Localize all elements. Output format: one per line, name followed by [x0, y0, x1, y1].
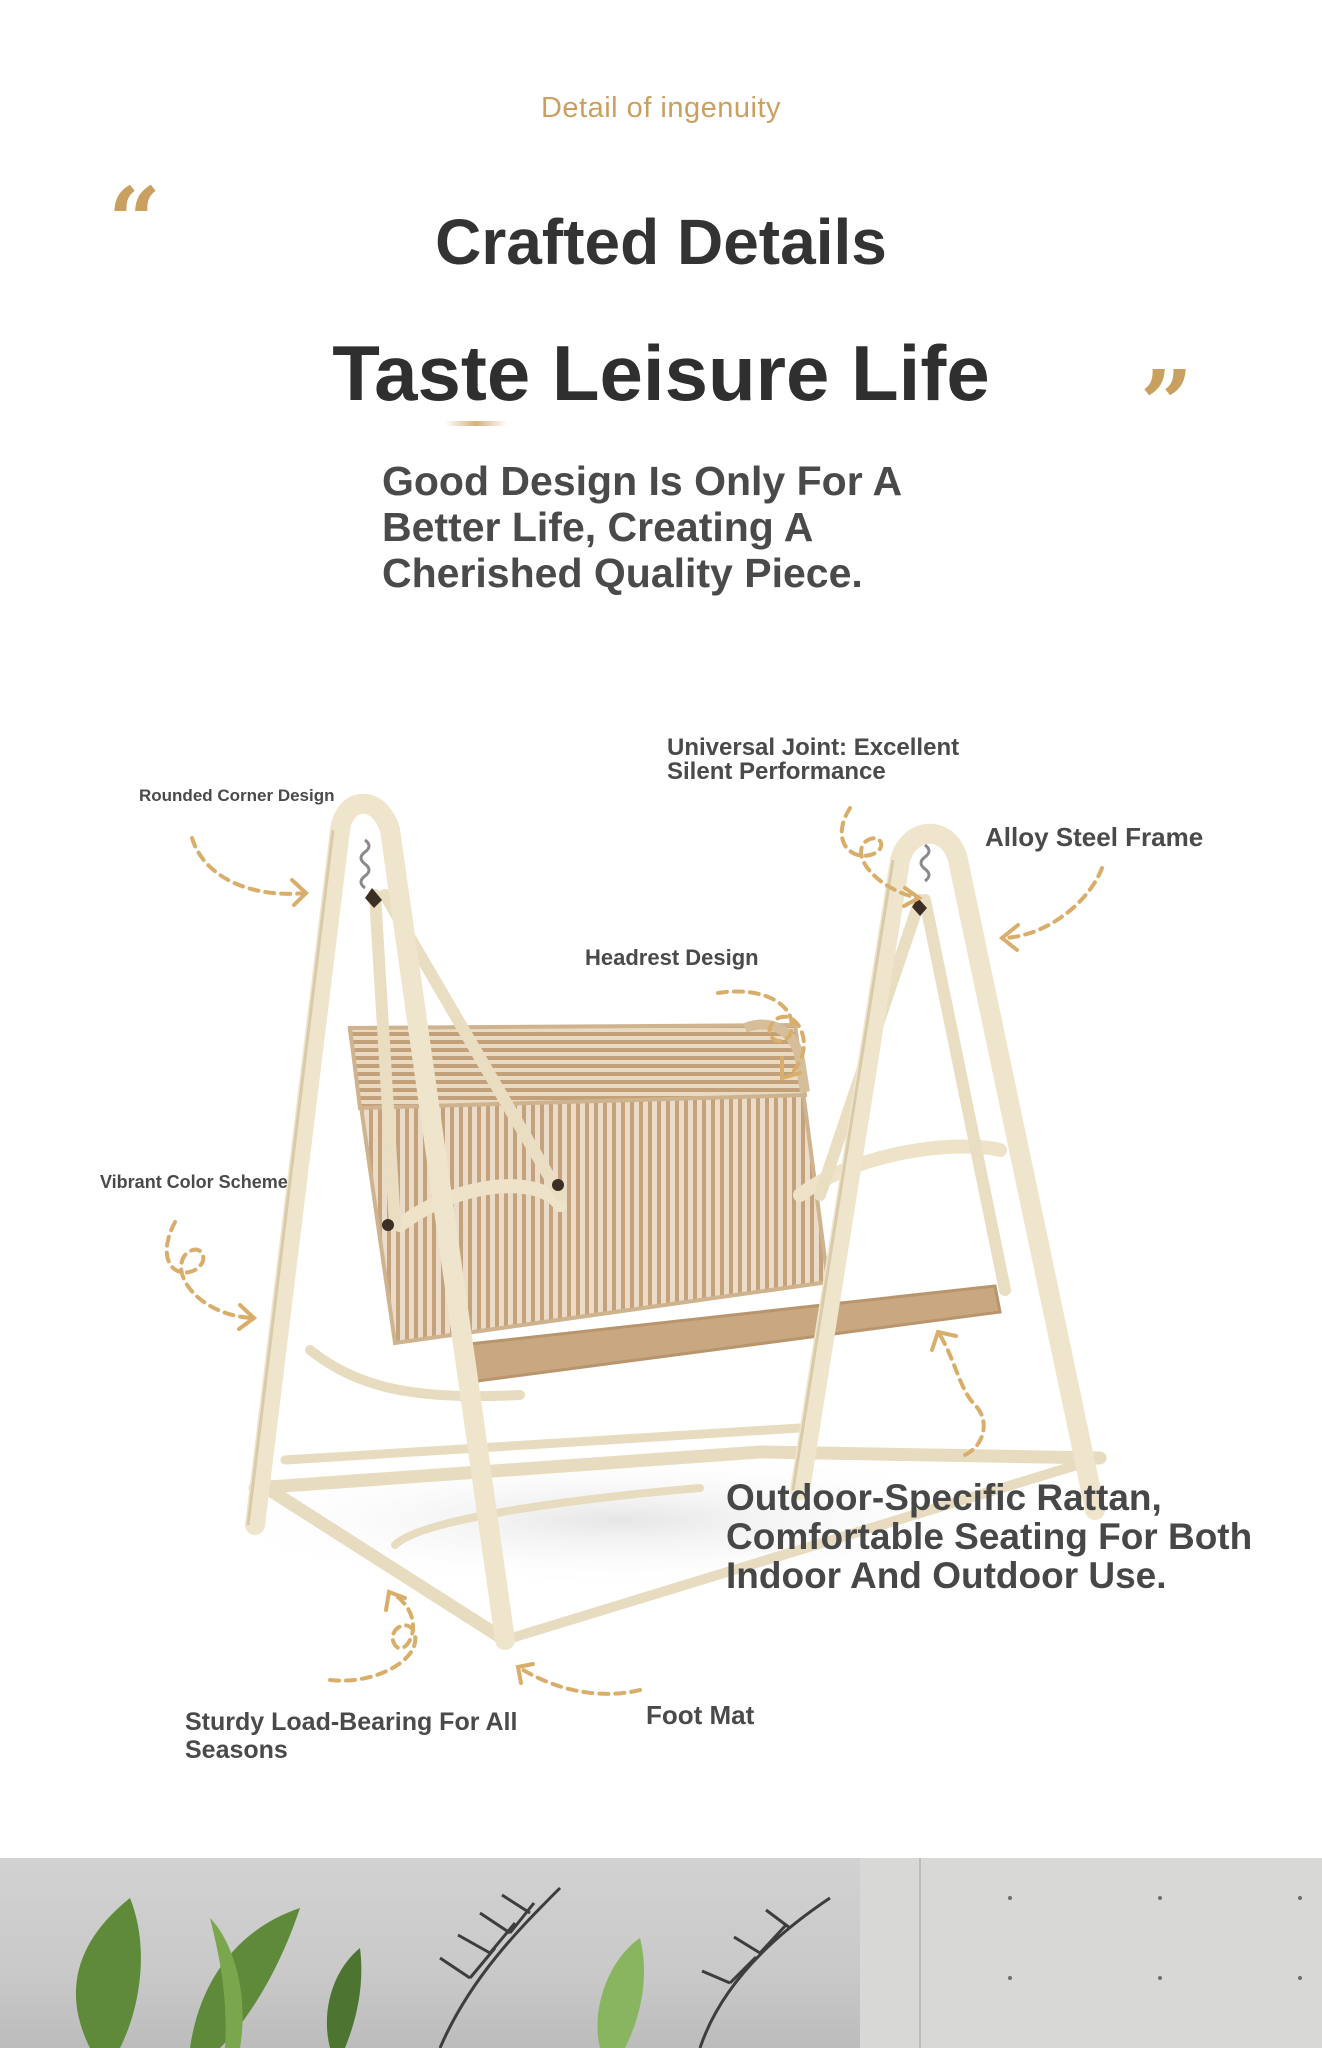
arrow-rounded-corner-icon: [192, 838, 305, 894]
callout-rounded-corner: Rounded Corner Design: [139, 786, 335, 805]
callout-foot-mat: Foot Mat: [646, 1700, 755, 1730]
plant-leaves: [76, 1898, 644, 2048]
callout-alloy-frame: Alloy Steel Frame: [985, 822, 1204, 852]
close-quote-icon: ”: [1140, 350, 1193, 458]
section-subtitle: Good Design Is Only For A Better Life, Creating A Cherished Quality Piece.: [382, 458, 901, 596]
arrow-alloy-frame-icon: [1005, 868, 1102, 938]
plant-photo-illustration: [0, 1858, 1322, 2048]
callout-vibrant-color: Vibrant Color Scheme: [100, 1172, 288, 1192]
section-kicker: Detail of ingenuity: [540, 92, 782, 124]
arrow-foot-mat-icon: [520, 1668, 640, 1694]
lifestyle-photo: [0, 1858, 1322, 2048]
arrow-sturdy-icon: [330, 1595, 415, 1681]
section-headline: Taste Leisure Life: [332, 329, 990, 417]
section-title: Crafted Details: [435, 206, 887, 278]
arrow-rattan-icon: [940, 1335, 984, 1455]
callout-rattan: Outdoor-Specific Rattan, Comfortable Seating For Both Indoor And Outdoor Use.: [726, 1477, 1253, 1596]
callout-sturdy: Sturdy Load-Bearing For All Seasons: [185, 1708, 518, 1764]
open-quote-icon: “: [108, 167, 161, 275]
callout-universal-joint: Universal Joint: Excellent Silent Performance: [667, 734, 960, 785]
callout-headrest: Headrest Design: [585, 945, 759, 970]
